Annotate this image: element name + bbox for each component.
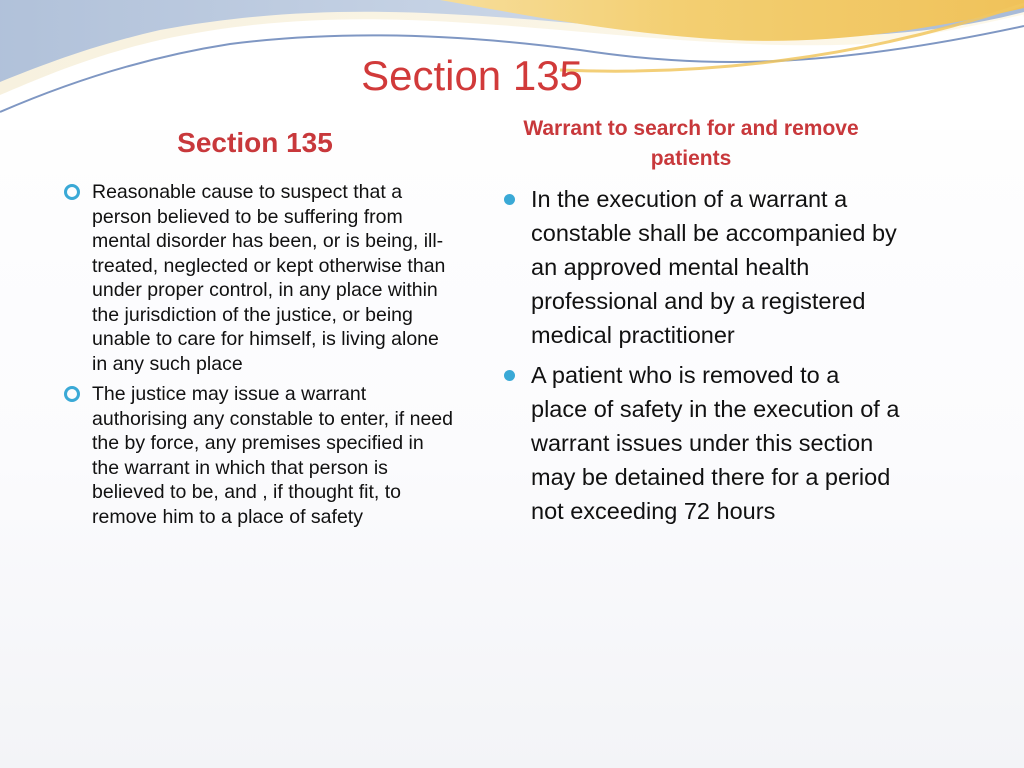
list-item bbox=[500, 182, 900, 352]
left-bullet-list bbox=[62, 180, 454, 535]
bullet-text: A patient who is removed to a place of safety in the execution of a warrant issues under this section may be detained there for a period not exceeding 72 hours bbox=[531, 362, 900, 524]
right-column-heading: Warrant to search for and remove patients bbox=[523, 117, 859, 170]
ring-bullet-icon bbox=[64, 386, 80, 402]
bullet-text: The justice may issue a warrant authorising any constable to enter, if need the by force, any premises specified in the warrant in which that person is believed to be, and , if thought fit, to remove him to a place of safety bbox=[92, 383, 453, 528]
ring-bullet-icon bbox=[64, 184, 80, 200]
bullet-text: In the execution of a warrant a constable shall be accompanied by an approved mental health professional and by a registered medical practitioner bbox=[531, 186, 897, 348]
list-item bbox=[500, 358, 900, 528]
dot-bullet-icon bbox=[504, 370, 515, 381]
left-column-heading: Section 135 bbox=[177, 127, 333, 158]
slide-title: Section 135 bbox=[361, 52, 583, 99]
bullet-text: Reasonable cause to suspect that a person believed to be suffering from mental disorder has been, or is being, ill-treated, neglected or kept otherwise than under proper control, in any place within the jurisdiction of the justice, or being unable to care for himself, is living alone in any such place bbox=[92, 181, 446, 375]
list-item bbox=[62, 382, 454, 529]
right-bullet-list bbox=[500, 182, 900, 534]
list-item bbox=[62, 180, 454, 376]
dot-bullet-icon bbox=[504, 194, 515, 205]
